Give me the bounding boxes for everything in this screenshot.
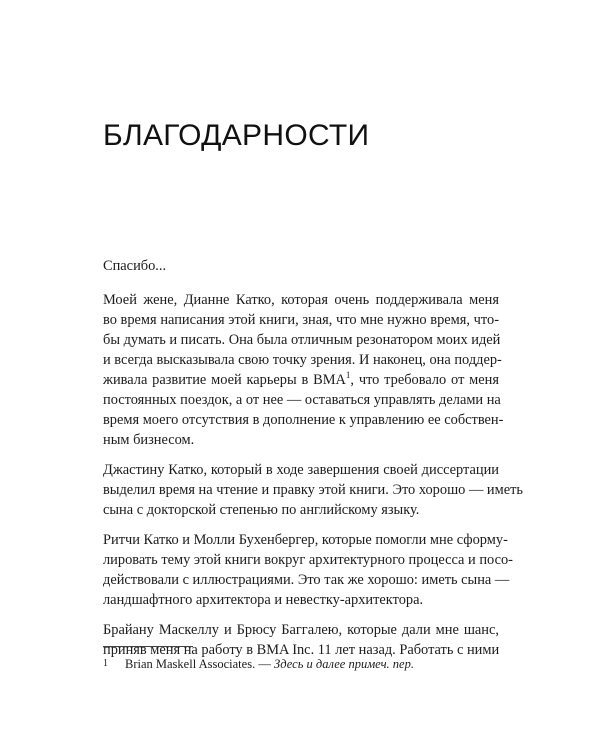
paragraph-brian	[103, 620, 499, 660]
text-line: действовали с иллюстрациями. Это так же хорошо: иметь сына —	[103, 572, 510, 588]
text-line: приняв меня на работу в BMA Inc. 11 лет назад. Работать с ними	[103, 642, 500, 658]
text-line: Брайану Маскеллу и Брюсу Баггалею, которые дали мне шанс,	[103, 622, 499, 638]
text-line-with-footnote	[103, 370, 499, 390]
text-line: Спасибо...	[103, 258, 167, 274]
body-text	[103, 256, 523, 670]
footnote-text: Brian Maskell Associates. —	[125, 657, 274, 671]
paragraph-justin	[103, 460, 523, 520]
text-line: Ритчи Катко и Молли Бухенбергер, которые помогли мне сформу-	[103, 532, 508, 548]
text-fragment: , что требовало от меня	[350, 372, 499, 388]
footnote-translator-note: Здесь и далее примеч. пер.	[273, 657, 414, 671]
text-line: ным бизнесом.	[103, 432, 195, 448]
text-line: и всегда высказывала свою точку зрения. И наконец, она поддер-	[103, 352, 502, 368]
text-line: выделил время на чтение и правку этой книги. Это хорошо — иметь	[103, 482, 523, 498]
paragraph-wife	[103, 290, 504, 450]
text-line: сына с докторской степенью по английскому языку.	[103, 502, 420, 518]
footnote-number: 1	[103, 658, 108, 669]
footnote-reference[interactable]: 1	[345, 370, 351, 381]
text-line: во время написания этой книги, зная, что мне нужно время, что-	[103, 312, 499, 328]
footnote	[103, 656, 499, 672]
text-fragment: живала развитие моей карьеры в BMA	[103, 372, 346, 388]
text-line: ландшафтного архитектора и невестку-архитектора.	[103, 592, 424, 608]
footnote-divider	[103, 646, 193, 647]
paragraph-ritchie	[103, 530, 513, 610]
text-line: Моей жене, Дианне Катко, которая очень поддерживала меня	[103, 292, 499, 308]
text-line: постоянных поездок, а от нее — оставаться управлять делами на	[103, 392, 501, 408]
intro-paragraph	[103, 256, 499, 276]
text-line: бы думать и писать. Она была отличным резонатором моих идей	[103, 332, 501, 348]
text-line: Джастину Катко, который в ходе завершения своей диссертации	[103, 462, 499, 478]
chapter-heading: БЛАГОДАРНОСТИ	[103, 119, 370, 152]
text-line: лировать тему этой книги вокруг архитектурного процесса и посо-	[103, 552, 513, 568]
text-line: время моего отсутствия в дополнение к управлению ее собствен-	[103, 412, 504, 428]
